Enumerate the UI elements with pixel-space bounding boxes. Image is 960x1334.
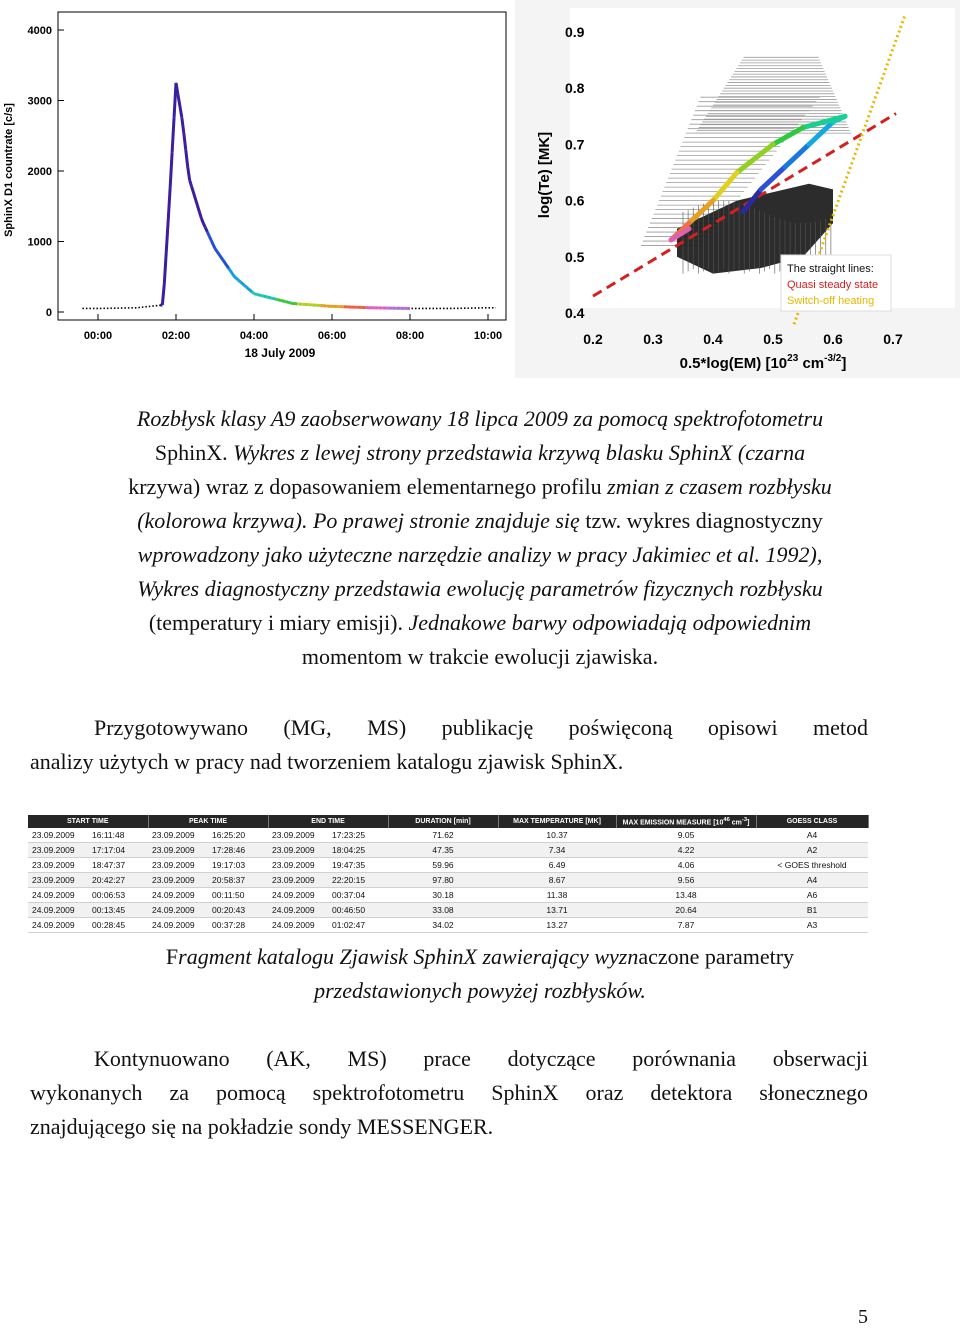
y-tick-label: 2000 xyxy=(28,166,52,178)
fit-segment xyxy=(242,284,244,286)
table-row xyxy=(28,843,868,858)
fit-segment xyxy=(162,284,164,305)
light-curve-series xyxy=(82,83,495,309)
fit-segment xyxy=(229,268,231,271)
table-cell: A2 xyxy=(756,843,868,858)
fit-segment xyxy=(197,206,199,212)
page-number: 5 xyxy=(858,1300,868,1334)
fit-segment xyxy=(213,244,215,248)
y-tick-label: 0.8 xyxy=(565,80,585,96)
fit-segment xyxy=(209,236,211,240)
table-cell: 18:47:37 xyxy=(88,858,148,873)
fit-segment xyxy=(196,199,198,205)
fit-segment xyxy=(192,187,194,193)
x-axis-label: 0.5*log(EM) [$10^{23}$ $cm^{-3/2}$] xyxy=(680,353,847,372)
x-tick-labels xyxy=(84,314,502,342)
table-cell: < GOES threshold xyxy=(756,858,868,873)
column-header-max-temperature: MAX TEMPERATURE [MK] xyxy=(498,815,616,828)
paragraph-line-1: Przygotowywano (MG, MS) publikację poświęconą opisowi metod xyxy=(30,711,868,745)
table-cell: 13.71 xyxy=(498,903,616,918)
legend-quasi-steady-state: Quasi steady state xyxy=(787,279,878,291)
fit-segment xyxy=(164,252,166,284)
y-tick-labels xyxy=(28,25,64,319)
table-cell: 00:37:28 xyxy=(208,918,268,933)
column-header-goes-class: GOESS CLASS xyxy=(756,815,868,828)
catalog-table xyxy=(28,815,869,933)
table-cell: 20.64 xyxy=(616,903,756,918)
paragraph-messenger xyxy=(30,1042,868,1144)
x-tick-label: 04:00 xyxy=(240,330,268,342)
table-cell: 6.49 xyxy=(498,858,616,873)
fit-segment xyxy=(250,290,252,292)
table-cell: 17:23:25 xyxy=(328,828,388,843)
table-header-row xyxy=(28,815,868,828)
fit-segment xyxy=(188,167,190,180)
fit-segment xyxy=(227,265,229,268)
table-cell: 4.06 xyxy=(616,858,756,873)
fit-segment xyxy=(180,106,182,118)
table-cell: 00:06:53 xyxy=(88,888,148,903)
table-cell: 34.02 xyxy=(388,918,498,933)
legend-switch-off-heating: Switch-off heating xyxy=(787,295,874,307)
fit-segment xyxy=(233,274,235,277)
paragraph-line-1: Kontynuowano (AK, MS) prace dotyczące porównania obserwacji xyxy=(30,1042,868,1076)
table-cell: A4 xyxy=(756,828,868,843)
table-cell: 00:13:45 xyxy=(88,903,148,918)
caption-line-7: (temperatury i miary emisji). Jednakowe barwy odpowiadają odpowiednim xyxy=(20,606,940,640)
table-cell: 24.09.2009 xyxy=(268,888,328,903)
y-axis-label: log(Te) [MK] xyxy=(536,132,553,218)
table-cell: 10.37 xyxy=(498,828,616,843)
figure-caption xyxy=(20,402,940,674)
diagnostic-diagram-chart xyxy=(515,0,960,380)
table-cell: 24.09.2009 xyxy=(28,903,88,918)
table-cell: 9.56 xyxy=(616,873,756,888)
table-cell: 13.27 xyxy=(498,918,616,933)
table-row xyxy=(28,828,868,843)
table-row xyxy=(28,858,868,873)
column-header-end-time: END TIME xyxy=(268,815,388,828)
observed-light-curve xyxy=(82,83,495,309)
x-axis-label: 18 July 2009 xyxy=(245,346,316,360)
fit-segment xyxy=(231,271,233,274)
table-cell: 00:37:04 xyxy=(328,888,388,903)
fit-segment xyxy=(207,232,209,236)
fit-segment xyxy=(236,278,238,280)
table-cell: 23.09.2009 xyxy=(148,843,208,858)
table-cell: 30.18 xyxy=(388,888,498,903)
table-cell: 23.09.2009 xyxy=(148,873,208,888)
light-curve-chart xyxy=(0,0,512,370)
table-cell: 97.80 xyxy=(388,873,498,888)
fit-segment xyxy=(221,257,223,260)
table-row xyxy=(28,903,868,918)
x-tick-label: 08:00 xyxy=(396,330,424,342)
table-cell: 59.96 xyxy=(388,858,498,873)
table-cell: 19:47:35 xyxy=(328,858,388,873)
fit-segment xyxy=(225,263,227,266)
table-cell: 9.05 xyxy=(616,828,756,843)
table-cell: 13.48 xyxy=(616,888,756,903)
column-header-duration: DURATION [min] xyxy=(388,815,498,828)
fit-segment xyxy=(205,227,207,231)
table-cell: 00:11:50 xyxy=(208,888,268,903)
table-cell: 23.09.2009 xyxy=(268,828,328,843)
caption-line-6: Wykres diagnostyczny przedstawia ewolucję parametrów fizycznych rozbłysku xyxy=(20,572,940,606)
y-tick-label: 0.6 xyxy=(565,193,585,209)
x-tick-label: 0.5 xyxy=(763,331,783,347)
fit-segment xyxy=(248,289,250,291)
table-cell: 22:20:15 xyxy=(328,873,388,888)
table-cell: 01:02:47 xyxy=(328,918,388,933)
fit-segment xyxy=(184,133,186,150)
table-caption xyxy=(40,940,920,1008)
table-cell: 16:11:48 xyxy=(88,828,148,843)
caption-line-8: momentom w trakcie ewolucji zjawiska. xyxy=(20,640,940,674)
table-cell: 23.09.2009 xyxy=(28,873,88,888)
table-cell: 00:46:50 xyxy=(328,903,388,918)
table-cell: 00:20:43 xyxy=(208,903,268,918)
fit-segment xyxy=(170,153,172,188)
table-cell: 8.67 xyxy=(498,873,616,888)
caption-line-1: Rozbłysk klasy A9 zaobserwowany 18 lipca 2009 za pomocą spektrofotometru xyxy=(20,402,940,436)
caption-line-5: wprowadzony jako użyteczne narzędzie analizy w pracy Jakimiec et al. 1992), xyxy=(20,538,940,572)
y-tick-label: 0.5 xyxy=(565,249,585,265)
fit-segment xyxy=(178,95,180,107)
table-cell: 47.35 xyxy=(388,843,498,858)
fit-segment xyxy=(217,251,219,254)
table-cell: 24.09.2009 xyxy=(268,903,328,918)
fit-segment xyxy=(194,193,196,199)
legend-box xyxy=(781,255,891,311)
y-tick-label: 0 xyxy=(46,307,52,319)
fit-segment xyxy=(166,220,168,252)
table-cell: 24.09.2009 xyxy=(148,918,208,933)
fit-segment xyxy=(252,292,254,294)
paragraph-line-3: znajdującego się na pokładzie sondy MESSENGER. xyxy=(30,1110,868,1144)
x-tick-label: 06:00 xyxy=(318,330,346,342)
plot-frame xyxy=(58,12,506,320)
fit-segment xyxy=(182,118,184,133)
table-cell: 23.09.2009 xyxy=(28,858,88,873)
fit-segment xyxy=(172,118,174,153)
fit-segment xyxy=(240,282,242,284)
x-tick-label: 10:00 xyxy=(474,330,502,342)
fit-segment xyxy=(244,285,246,287)
fit-segment xyxy=(211,240,213,244)
fit-segment xyxy=(199,212,201,218)
table-cell: B1 xyxy=(756,903,868,918)
caption-line-4: (kolorowa krzywa). Po prawej stronie znajduje się tzw. wykres diagnostyczny xyxy=(20,504,940,538)
table-cell: 24.09.2009 xyxy=(28,918,88,933)
y-tick-label: 0.7 xyxy=(565,136,585,152)
table-cell: 24.09.2009 xyxy=(148,903,208,918)
table-caption-line-2: przedstawionych powyżej rozbłysków. xyxy=(40,974,920,1008)
table-cell: A4 xyxy=(756,873,868,888)
fit-segment xyxy=(168,188,170,221)
x-tick-label: 0.2 xyxy=(583,331,603,347)
column-header-start-time: START TIME xyxy=(28,815,148,828)
table-cell: 71.62 xyxy=(388,828,498,843)
table-cell: 23.09.2009 xyxy=(148,828,208,843)
table-row xyxy=(28,873,868,888)
fit-segment xyxy=(219,254,221,257)
table-cell: 17:17:04 xyxy=(88,843,148,858)
y-tick-label: 0.9 xyxy=(565,24,585,40)
table-row xyxy=(28,888,868,903)
table-cell: 11.38 xyxy=(498,888,616,903)
table-cell: 23.09.2009 xyxy=(28,843,88,858)
caption-line-3: krzywa) wraz z dopasowaniem elementarnego profilu zmian z czasem rozbłysku xyxy=(20,470,940,504)
table-cell: 20:42:27 xyxy=(88,873,148,888)
x-tick-label: 00:00 xyxy=(84,330,112,342)
x-tick-label: 0.7 xyxy=(883,331,903,347)
fit-segment xyxy=(176,83,178,95)
x-tick-label: 0.4 xyxy=(703,331,723,347)
table-cell: 33.08 xyxy=(388,903,498,918)
paragraph-line-2: analizy użytych w pracy nad tworzeniem katalogu zjawisk SphinX. xyxy=(30,745,868,779)
fit-segment xyxy=(190,180,192,186)
y-tick-label: 0.4 xyxy=(565,305,585,321)
table-cell: 23.09.2009 xyxy=(28,828,88,843)
fit-segment xyxy=(215,249,217,252)
table-cell: 18:04:25 xyxy=(328,843,388,858)
y-tick-label: 4000 xyxy=(28,25,52,37)
legend-title: The straight lines: xyxy=(787,263,874,275)
column-header-peak-time: PEAK TIME xyxy=(148,815,268,828)
fit-segment xyxy=(223,260,225,263)
column-header-max-emission-measure: MAX EMISSION MEASURE [$10^{46}$ $cm^{-3}$] xyxy=(616,815,756,828)
table-cell: 24.09.2009 xyxy=(28,888,88,903)
y-tick-label: 3000 xyxy=(28,96,52,108)
table-cell: 20:58:37 xyxy=(208,873,268,888)
table-cell: 00:28:45 xyxy=(88,918,148,933)
table-row xyxy=(28,918,868,933)
table-cell: 23.09.2009 xyxy=(268,873,328,888)
paragraph-publication xyxy=(30,711,868,779)
y-tick-label: 1000 xyxy=(28,237,52,249)
x-tick-label: 0.3 xyxy=(643,331,663,347)
table-cell: 17:28:46 xyxy=(208,843,268,858)
table-cell: 4.22 xyxy=(616,843,756,858)
x-tick-label: 02:00 xyxy=(162,330,190,342)
x-tick-label: 0.6 xyxy=(823,331,843,347)
paragraph-line-2: wykonanych za pomocą spektrofotometru SphinX oraz detektora słonecznego xyxy=(30,1076,868,1110)
y-axis-label: SphinX D1 countrate [c/s] xyxy=(3,103,15,237)
fit-segment xyxy=(235,277,237,279)
table-cell: 23.09.2009 xyxy=(268,843,328,858)
fit-segment xyxy=(203,223,205,227)
table-cell: 19:17:03 xyxy=(208,858,268,873)
table-cell: 23.09.2009 xyxy=(268,858,328,873)
fit-segment xyxy=(246,287,248,289)
table-cell: 7.87 xyxy=(616,918,756,933)
table-caption-line-1: Fragment katalogu Zjawisk SphinX zawierający wyznaczone parametry xyxy=(40,940,920,974)
fit-segment xyxy=(238,280,240,282)
table-cell: 16:25:20 xyxy=(208,828,268,843)
fit-segment xyxy=(186,150,188,167)
table-cell: 7.34 xyxy=(498,843,616,858)
table-cell: A6 xyxy=(756,888,868,903)
catalog-table-container xyxy=(28,815,869,933)
caption-line-2: SphinX. Wykres z lewej strony przedstawia krzywą blasku SphinX (czarna xyxy=(20,436,940,470)
table-cell: A3 xyxy=(756,918,868,933)
table-cell: 24.09.2009 xyxy=(148,888,208,903)
table-cell: 23.09.2009 xyxy=(148,858,208,873)
table-cell: 24.09.2009 xyxy=(268,918,328,933)
fit-segment xyxy=(201,218,203,223)
